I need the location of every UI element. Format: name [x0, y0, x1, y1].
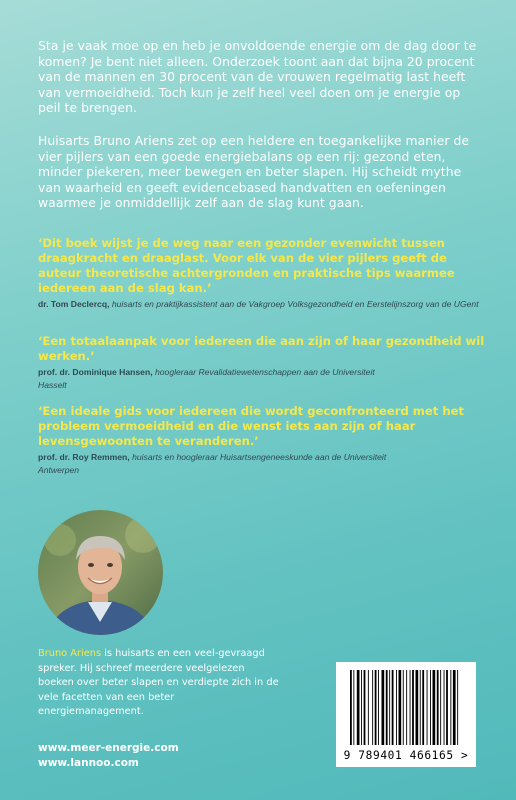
barcode-bar — [410, 670, 411, 745]
quote-attribution — [38, 451, 398, 476]
barcode-bar — [353, 670, 354, 745]
quote-author: prof. dr. Roy Remmen, — [38, 452, 130, 462]
barcode-bar — [350, 670, 352, 745]
intro-text — [38, 38, 478, 228]
barcode-bar — [399, 670, 402, 745]
barcode-bar — [361, 670, 362, 745]
barcode-bar — [444, 670, 445, 745]
quote-3 — [38, 404, 488, 476]
barcode-bar — [453, 670, 456, 745]
quote-author-role: huisarts en hoogleraar Huisartsengeneeskunde aan de Universiteit Antwerpen — [38, 452, 387, 475]
barcode-bar — [364, 670, 366, 745]
website-links — [38, 741, 179, 770]
barcode-bar — [396, 670, 397, 745]
isbn-number: 9 789401 466165 > — [343, 749, 469, 762]
author-bio — [38, 647, 283, 720]
barcode-bar — [403, 670, 404, 745]
quote-attribution — [38, 366, 398, 391]
barcode-bar — [386, 670, 388, 745]
barcode-bar — [406, 670, 407, 745]
barcode-bar — [389, 670, 390, 745]
barcode-bar — [382, 670, 385, 745]
quote-2 — [38, 334, 488, 391]
intro-paragraph-1: Sta je vaak moe op en heb je onvoldoende energie om de dag door te komen? Je bent niet alleen. Onderzoek toont aan dat bijna 20 procent van de mannen en 30 procent van de vrouwen regelmatig last heeft van vermoeidheid. Toch kun je zelf heel veel doen om je energie op peil te brengen. — [38, 38, 477, 116]
quote-author: dr. Tom Declercq, — [38, 299, 110, 309]
barcode-bar — [378, 670, 379, 745]
author-photo — [38, 510, 163, 635]
quote-author-role: hoogleraar Revalidatiewetenschappen aan de Universiteit Hasselt — [38, 367, 375, 390]
website-link[interactable]: www.lannoo.com — [38, 756, 139, 769]
barcode-bar — [372, 670, 373, 745]
quote-author: prof. dr. Dominique Hansen, — [38, 367, 153, 377]
barcode-bar — [412, 670, 414, 745]
barcode-bar — [446, 670, 448, 745]
quote-text: ‘Een ideale gids voor iedereen die wordt geconfronteerd met het probleem vermoeidheid en die wenst iets aan zijn of haar levensgewoonten te veranderen.’ — [38, 404, 464, 448]
barcode-bar — [433, 670, 436, 745]
author-portrait-icon — [38, 510, 163, 635]
website-link[interactable]: www.meer-energie.com — [38, 742, 179, 754]
intro-paragraph-2: Huisarts Bruno Ariens zet op een heldere en toegankelijke manier de vier pijlers van een goede energiebalans op een rij: gezond eten, minder piekeren, meer bewegen en beter slapen. Hij scheidt mythe van waarheid en geeft evidencebased handvatten en oefeningen waarmee je onmiddellijk zelf aan de slag kunt gaan. — [38, 132, 470, 211]
quote-attribution — [38, 298, 488, 311]
author-name: Bruno Ariens — [38, 648, 102, 659]
quote-text: ‘Een totaalaanpak voor iedereen die aan zijn of haar gezondheid wil werken.’ — [38, 334, 485, 363]
barcode-bar — [392, 670, 394, 745]
quote-1 — [38, 236, 488, 311]
author-bio-text: is huisarts en een veel-gevraagd spreker. Hij schreef meerdere veelgelezen boeken over beter slapen en verdiepte zich in de vele facetten van een beter energiemanagement. — [38, 648, 279, 717]
quote-author-role: huisarts en praktijkassistent aan de Vakgroep Volksgezondheid en Eerstelijnszorg van de UGent — [111, 299, 479, 309]
barcode-bar — [450, 670, 451, 745]
barcode — [336, 662, 476, 767]
quote-text: ‘Dit boek wijst je de weg naar een gezonder evenwicht tussen draagkracht en draaglast. Voor elk van de vier pijlers geeft de auteur theoretische achtergronden en praktische tips waarmee iedereen aan de slag kan.’ — [38, 236, 455, 295]
barcode-bar — [430, 670, 431, 745]
barcode-bar — [427, 670, 428, 745]
barcode-bar — [457, 670, 458, 745]
barcode-bar — [422, 670, 424, 745]
barcode-bar — [437, 670, 439, 745]
barcode-bar — [375, 670, 377, 745]
barcode-bar — [357, 670, 360, 745]
barcode-bar — [368, 670, 369, 745]
barcode-bar — [416, 670, 419, 745]
barcode-bar — [440, 670, 441, 745]
barcode-bar — [420, 670, 421, 745]
